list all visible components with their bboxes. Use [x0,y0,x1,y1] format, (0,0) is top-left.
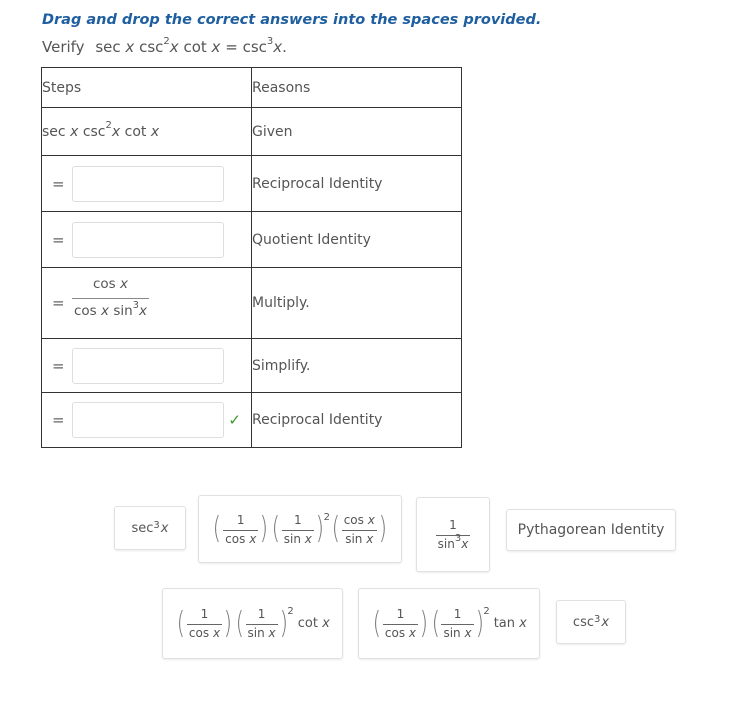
exponent: 2 [105,119,112,131]
tile-sec-cubed-x[interactable]: sec $^3$ x [114,506,186,550]
var-x: x [101,303,110,319]
equals-sign: = [52,356,65,375]
tile-cot-expression[interactable] [162,588,343,659]
left-paren: ( [271,511,280,546]
var-x: x [111,123,121,140]
fraction: $\frac{\text{cos x}}{\text{sin x}}$ [343,512,375,546]
fraction: $\frac{1}{\text{cos x}}$ [225,512,257,546]
fraction: $\frac{1}{\text{cos x}}$ [188,607,221,640]
exponent: 2 [163,36,170,47]
var-x: x [70,123,79,140]
reason-cell: Multiply. [252,268,462,339]
table-header-row [42,68,462,108]
table-row [42,268,462,339]
csc-func: csc [242,38,267,56]
sec-func: sec [131,520,154,536]
cos-func: cos [93,276,116,292]
right-paren: ) [260,511,269,546]
multiply-step-fraction [72,276,149,319]
var-x: x [150,123,160,140]
tile-tan-expression[interactable] [358,588,540,659]
reason-cell: Quotient Identity [252,212,462,268]
instructions: Drag and drop the correct answers into the spaces provided. [42,12,542,28]
verify-label: Verify [42,38,85,56]
sec-func: sec [42,123,66,140]
reason-cell: Reciprocal Identity [252,393,462,448]
period: . [282,38,287,56]
table-row [42,108,462,156]
equals-sign: = [52,174,65,193]
drop-zone-3[interactable] [72,348,224,384]
var-x: x [211,38,221,56]
exponent: 2 [483,606,490,617]
sin-func: sin [113,303,133,319]
var-x: x [139,303,148,319]
tile-quotient-expression[interactable] [198,495,402,563]
exponent: 3 [266,36,274,47]
exponent: 2 [323,511,330,523]
proof-table [41,67,462,448]
reason-cell: Given [252,108,462,156]
equals-sign: = [52,294,65,312]
left-paren: ( [213,511,222,546]
given-step [42,108,252,156]
left-paren: ( [176,605,186,641]
tan-func: tan [493,616,515,631]
tile-pythagorean-identity[interactable]: Pythagorean Identity [506,509,676,551]
cot-func: cot [183,38,207,56]
var-x: x [322,616,330,631]
verify-statement [42,38,287,56]
exponent: 3 [132,299,140,311]
drop-zone-2[interactable] [72,222,224,258]
exponent: 2 [287,606,294,617]
fraction: $\frac{1}{\text{sin x}}$ [247,607,276,640]
reason-cell: Simplify. [252,339,462,393]
equals-sign: = [52,411,65,429]
right-paren: ) [315,511,324,546]
right-paren: ) [378,511,387,546]
reason-cell: Reciprocal Identity [252,156,462,212]
left-paren: ( [331,511,340,546]
right-paren: ) [223,605,233,641]
table-row [42,393,462,448]
var-x: x [169,38,179,56]
right-paren: ) [475,605,484,641]
left-paren: ( [372,605,382,641]
csc-func: csc [139,38,164,56]
cot-func: cot [297,616,318,631]
var-x: x [601,614,610,630]
table-row [42,156,462,212]
table-row [42,339,462,393]
left-paren: ( [235,605,244,641]
check-icon: ✓ [228,411,241,429]
var-x: x [519,616,527,631]
equals-sign: = [52,230,65,249]
drop-zone-1[interactable] [72,166,224,202]
header-steps: Steps [42,68,252,108]
cos-func: cos [74,303,97,319]
fraction: $\frac{1}{\text{cos x}}$ [384,607,417,640]
fraction: $\frac{1}{\sin^3x}$ [437,518,469,551]
fraction: $\frac{1}{\text{sin x}}$ [283,512,312,546]
cot-func: cot [124,123,147,140]
var-x: x [273,38,283,56]
header-reasons: Reasons [252,68,462,108]
var-x: x [120,276,129,292]
table-row [42,212,462,268]
equals-sign: = [225,38,238,56]
tile-one-over-sin-cubed[interactable] [416,497,490,572]
csc-func: csc [82,123,106,140]
sec-func: sec [95,38,121,56]
var-x: x [125,38,135,56]
tile-csc-cubed-x[interactable]: csc $^3$ x [556,600,626,644]
fraction: $\frac{1}{\text{sin x}}$ [443,607,472,640]
drop-zone-4[interactable] [72,402,224,438]
csc-func: csc [572,614,594,630]
var-x: x [160,520,169,536]
right-paren: ) [419,605,428,641]
right-paren: ) [279,605,288,641]
left-paren: ( [431,605,440,641]
